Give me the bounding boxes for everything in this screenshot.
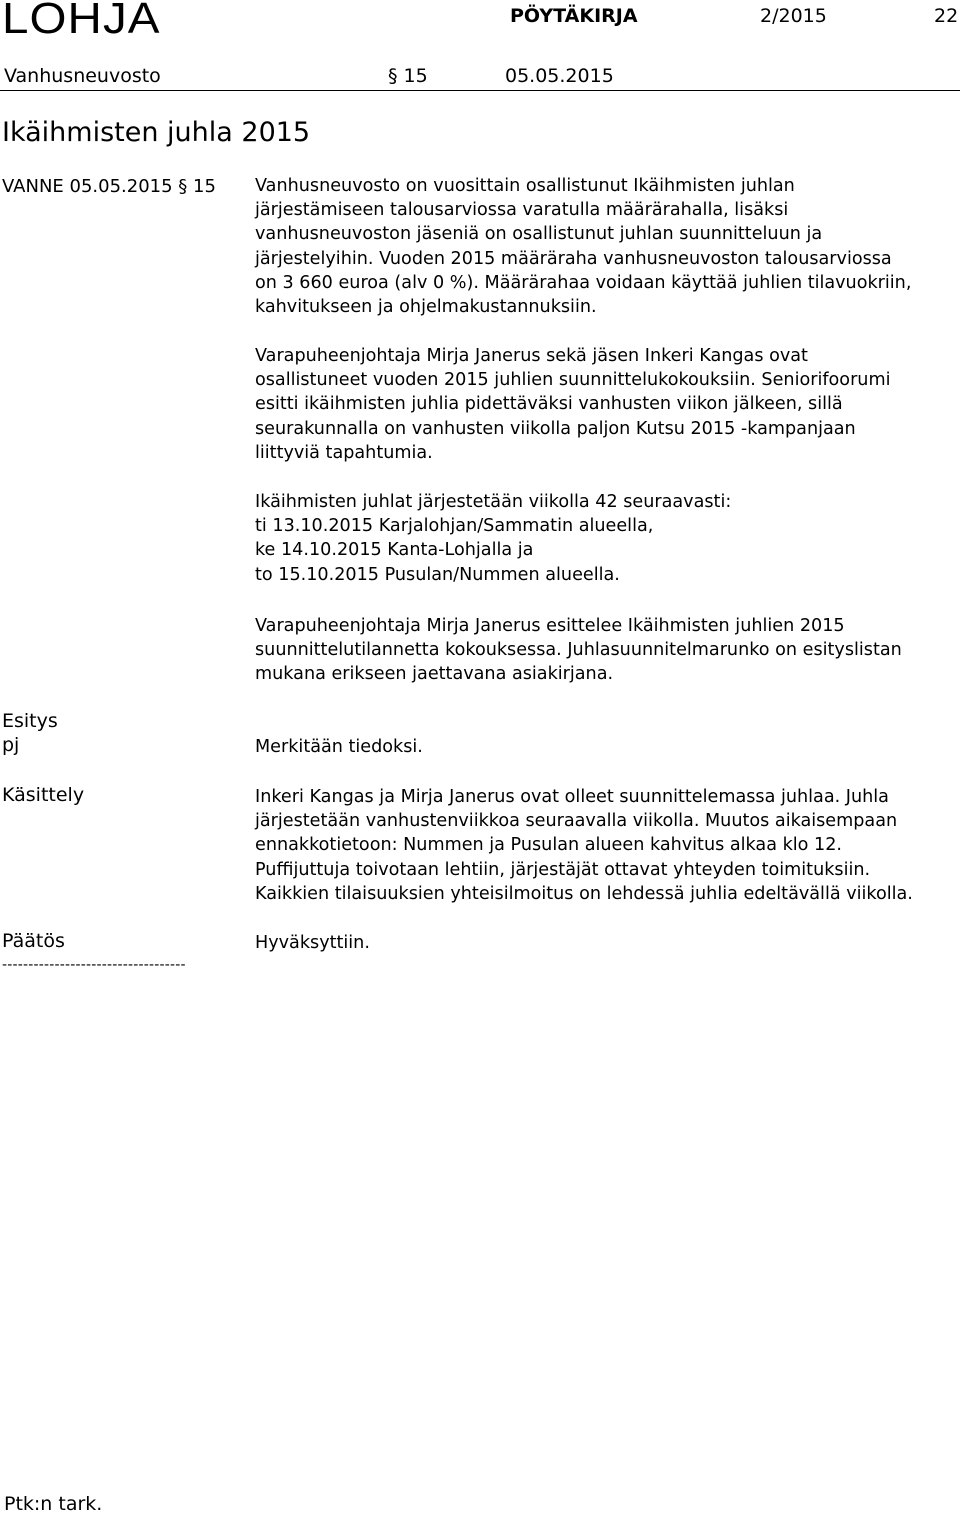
section-separator: ----------------------------------- — [2, 957, 186, 973]
meeting-date: 05.05.2015 — [505, 65, 614, 87]
esitys-text-content: Merkitään tiedoksi. — [255, 737, 423, 757]
document-number: 2/2015 — [760, 5, 827, 27]
paragraph-3 — [255, 490, 955, 587]
paatos-label: Päätös — [2, 930, 65, 952]
paragraph-text: Ikäihmisten juhlat järjestetään viikolla 42 seuraavasti: ti 13.10.2015 Karjalohjan/Sammatin alueella, ke 14.10.2015 Kanta-Lohjalla ja to 15.10.2015 Pusulan/Nummen alueella. — [255, 492, 732, 585]
paatos-text-content: Hyväksyttiin. — [255, 933, 370, 953]
kasittely-text-content: Inkeri Kangas ja Mirja Janerus ovat olleet suunnittelemassa juhlaa. Juhla järjestetään vanhustenviikkoa seuraavalla viikolla. Muutos aikaisempaan ennakkotietoon: Nummen ja Pusulan alueen kahvitus alkaa klo 12. Puffijuttuja toivotaan lehtiin, järjestäjät ottavat yhteyden toimituksiin. Kaikkien tilaisuuksien yhteisilmoitus on lehdessä juhlia edeltävällä viikolla. — [255, 787, 913, 904]
paragraph-text: Varapuheenjohtaja Mirja Janerus sekä jäsen Inkeri Kangas ovat osallistuneet vuoden 2015 juhlien suunnittelukokouksiin. Seniorifoorumi esitti ikäihmisten juhlia pidettäväksi vanhusten viikon jälkeen, sillä seurakunnalla on vanhusten viikolla paljon Kutsu 2015 -kampanjaan liittyviä tapahtumia. — [255, 346, 891, 463]
document-type: PÖYTÄKIRJA — [510, 5, 638, 27]
esitys-text — [255, 735, 955, 759]
lohja-logo: LOHJA — [2, 0, 161, 43]
header-divider — [0, 90, 960, 91]
reference-line: VANNE 05.05.2015 § 15 — [2, 176, 216, 197]
paragraph-4 — [255, 614, 955, 687]
esitys-label: Esitys — [2, 710, 58, 732]
paragraph-text: Vanhusneuvosto on vuosittain osallistunut Ikäihmisten juhlan järjestämiseen talousarviossa varatulla määrärahalla, lisäksi vanhusneuvoston jäseniä on osallistunut juhlan suunnitteluun ja järjestelyihin. Vuoden 2015 määräraha vanhusneuvoston talousarviossa on 3 660 euroa (alv 0 %). Määrärahaa voidaan käyttää juhlien tilavuokriin, kahvitukseen ja ohjelmakustannuksiin. — [255, 176, 912, 318]
paatos-text — [255, 931, 955, 955]
minutes-checker-label: Ptk:n tark. — [4, 1493, 103, 1515]
paragraph-2 — [255, 344, 955, 465]
kasittely-text — [255, 785, 955, 906]
page-number: 22 — [934, 5, 959, 27]
organization-name: Vanhusneuvosto — [4, 65, 161, 87]
kasittely-label: Käsittely — [2, 784, 85, 806]
esitys-sublabel: pj — [2, 734, 20, 756]
paragraph-1 — [255, 174, 955, 319]
paragraph-text: Varapuheenjohtaja Mirja Janerus esittelee Ikäihmisten juhlien 2015 suunnittelutilannetta kokouksessa. Juhlasuunnitelmarunko on esityslistan mukana erikseen jaettavana asiakirjana. — [255, 616, 902, 685]
page-title: Ikäihmisten juhla 2015 — [2, 117, 311, 148]
section-number: § 15 — [388, 65, 428, 87]
